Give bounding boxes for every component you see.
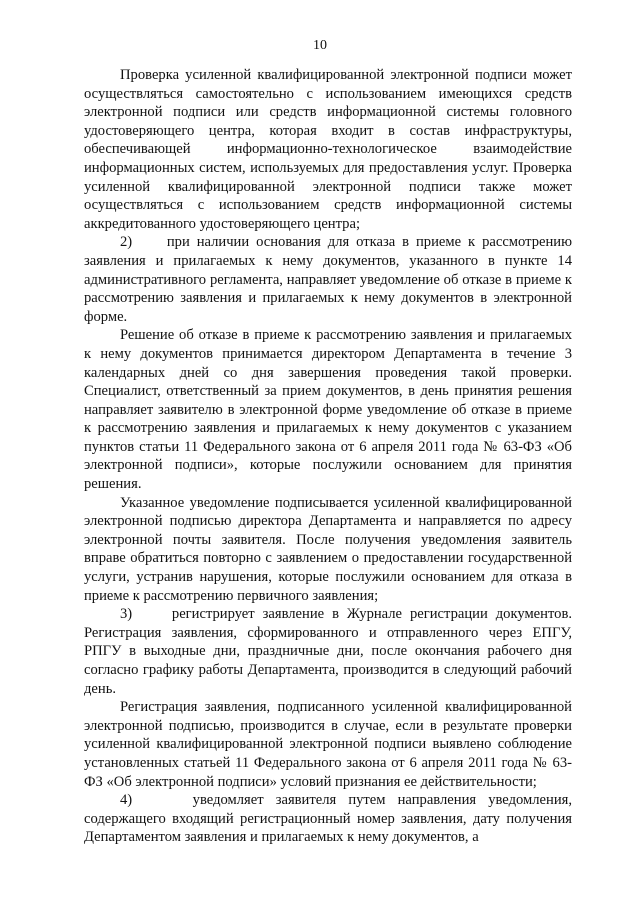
paragraph-signature-verification: Проверка усиленной квалифицированной электронной подписи может осуществляться самостоятельно с использованием имеющихся средств электронной подписи или средств информационной системы головного удостоверяющего центра, которая входит в состав инфраструктуры, обеспечивающей информационно-технологическое взаимодействие информационных систем, используемых для предоставления услуг. Проверка усиленной квалифицированной электронной подписи также может осуществляться с использованием средств информационной системы аккредитованного удостоверяющего центра; [84,67,572,232]
paragraph-refusal-decision: Решение об отказе в приеме к рассмотрению заявления и прилагаемых к нему документов принимается директором Департамента в течение 3 календарных дней со дня завершения проведения такой проверки. Специалист, ответственный за прием документов, в день принятия решения направляет заявителю в электронной форме уведомление об отказе в приеме к рассмотрению заявления и прилагаемых к нему документов с указанием пунктов статьи 11 Федерального закона от 6 апреля 2011 года № 63-ФЗ «Об электронной подписи», которые послужили основанием для принятия решения. [84,327,572,493]
page-number: 10 [313,38,327,53]
paragraph-notice-signing: Указанное уведомление подписывается усиленной квалифицированной электронной подписью директора Департамента и направляется по адресу электронной почты заявителя. После получения уведомления заявитель вправе обратиться повторно с заявлением о предоставлении государственной услуги, устранив нарушения, которые послужили основанием для отказа в приеме к рассмотрению первичного заявления; [84,494,572,604]
list-item-3-registration: 3) регистрирует заявление в Журнале регистрации документов. Регистрация заявления, сформированного и отправленного через ЕПГУ, РПГУ в выходные дни, праздничные дни, после окончания рабочего дня согласно графику работы Департамента, производится в следующий рабочий день. [84,606,572,697]
list-item-4-notification: 4) уведомляет заявителя путем направления уведомления, содержащего входящий регистрационный номер заявления, дату получения Департаментом заявления и прилагаемых к нему документов, а [84,792,572,846]
document-body [84,66,572,847]
list-item-2-refusal-notice: 2) при наличии основания для отказа в приеме к рассмотрению заявления и прилагаемых к нему документов, указанного в пункте 14 административного регламента, направляет уведомление об отказе в приеме к рассмотрению заявления и прилагаемых к нему документов в электронной форме. [84,234,572,325]
paragraph-registration-condition: Регистрация заявления, подписанного усиленной квалифицированной электронной подписью, производится в случае, если в результате проверки усиленной квалифицированной электронной подписи выявлено соблюдение установленных статьей 11 Федерального закона от 6 апреля 2011 года № 63-ФЗ «Об электронной подписи» условий признания ее действительности; [84,699,572,790]
